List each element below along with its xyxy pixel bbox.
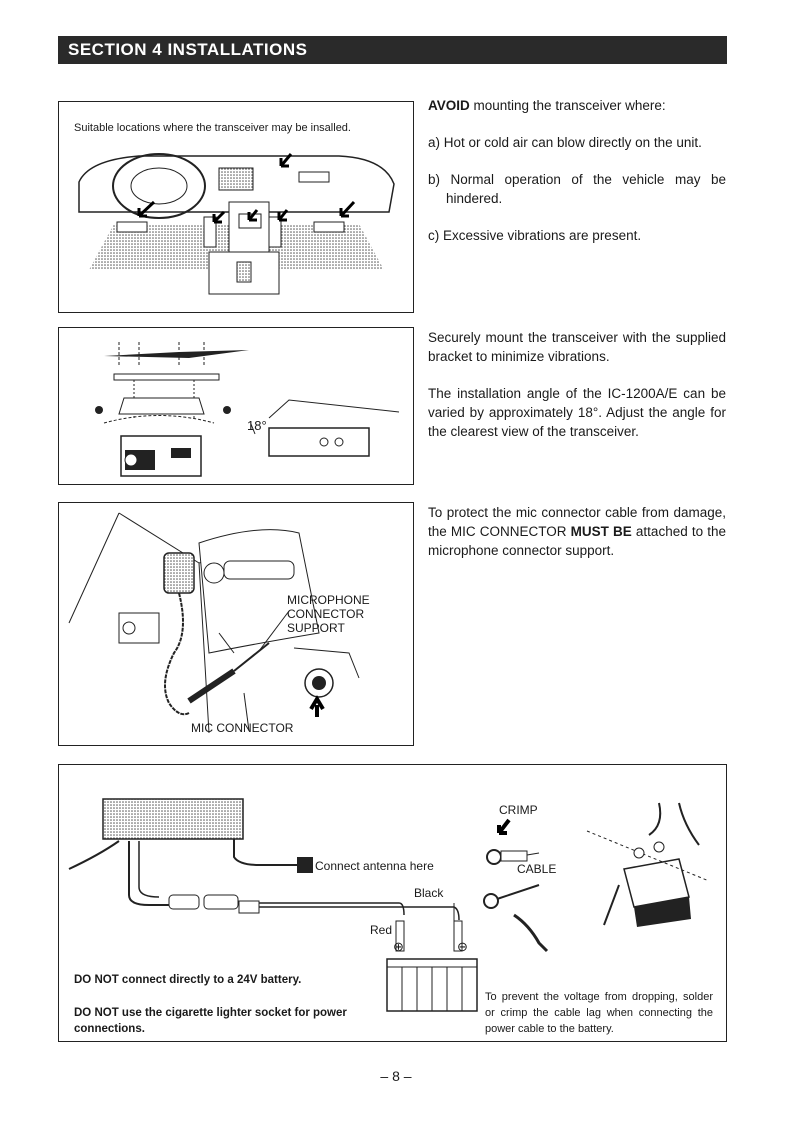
mic-paragraph bbox=[428, 503, 726, 560]
cable-label: CABLE bbox=[517, 862, 557, 876]
mic-text bbox=[428, 503, 726, 578]
avoid-item-a: a) Hot or cold air can blow directly on the unit. bbox=[428, 135, 702, 150]
mounting-text bbox=[428, 328, 726, 459]
bracket-illustration bbox=[59, 328, 413, 484]
antenna-label: Connect antenna here bbox=[315, 859, 434, 873]
avoid-text bbox=[428, 96, 726, 263]
minus-terminal-symbol: ⊖ bbox=[457, 939, 468, 954]
warning-24v-rest: connect directly to a 24V battery. bbox=[118, 974, 302, 986]
crimp-label: CRIMP bbox=[499, 803, 538, 817]
warning-24v-bold: DO NOT bbox=[74, 974, 119, 986]
avoid-lead bbox=[428, 96, 726, 115]
warning-lighter-bold: DO NOT bbox=[74, 1007, 119, 1019]
figure-power-connection bbox=[58, 764, 727, 1042]
warning-24v bbox=[74, 972, 374, 988]
section-title: SECTION 4 INSTALLATIONS bbox=[68, 40, 308, 59]
page-number: – 8 – bbox=[380, 1068, 412, 1084]
avoid-lead-rest: mounting the transceiver where: bbox=[469, 98, 666, 113]
plus-terminal-symbol: ⊕ bbox=[393, 939, 404, 954]
mic-connector-label: MIC CONNECTOR bbox=[191, 721, 294, 735]
mounting-p2: The installation angle of the IC-1200A/E can be varied by approximately 18°. Adjust the angle for the clearest view of the transceiver. bbox=[428, 386, 726, 439]
figure-bracket-mounting bbox=[58, 327, 414, 485]
crimp-note: To prevent the voltage from dropping, solder or crimp the cable lag when connecting the power cable to the battery. bbox=[485, 991, 713, 1035]
mic-text-b: attached to the microphone connector support. bbox=[428, 524, 726, 558]
angle-label: 18° bbox=[247, 418, 267, 433]
section-header bbox=[58, 36, 727, 64]
avoid-lead-bold: AVOID bbox=[428, 98, 470, 113]
mic-text-bold: MUST BE bbox=[570, 524, 632, 539]
dashboard-illustration bbox=[59, 102, 413, 312]
warning-lighter-rest: use the cigarette lighter socket for power connections. bbox=[74, 1007, 347, 1035]
figure-mic-connector bbox=[58, 502, 414, 746]
mic-text-a: To protect the mic connector cable from damage, the MIC CONNECTOR bbox=[428, 505, 726, 539]
figure-caption: Suitable locations where the transceiver may be insalled. bbox=[74, 122, 351, 134]
support-label-line3: SUPPORT bbox=[287, 621, 345, 635]
support-label bbox=[287, 593, 370, 635]
support-label-line1: MICROPHONE bbox=[287, 593, 370, 607]
warning-lighter bbox=[74, 1005, 374, 1037]
mounting-p1: Securely mount the transceiver with the supplied bracket to minimize vibrations. bbox=[428, 330, 726, 364]
red-label: Red bbox=[370, 923, 393, 937]
support-label-line2: CONNECTOR bbox=[287, 607, 365, 621]
figure-dashboard-locations bbox=[58, 101, 414, 313]
avoid-item-c: c) Excessive vibrations are present. bbox=[428, 228, 642, 243]
avoid-item-b: b) Normal operation of the vehicle may be hindered. bbox=[428, 172, 726, 206]
black-label: Black bbox=[414, 886, 444, 900]
